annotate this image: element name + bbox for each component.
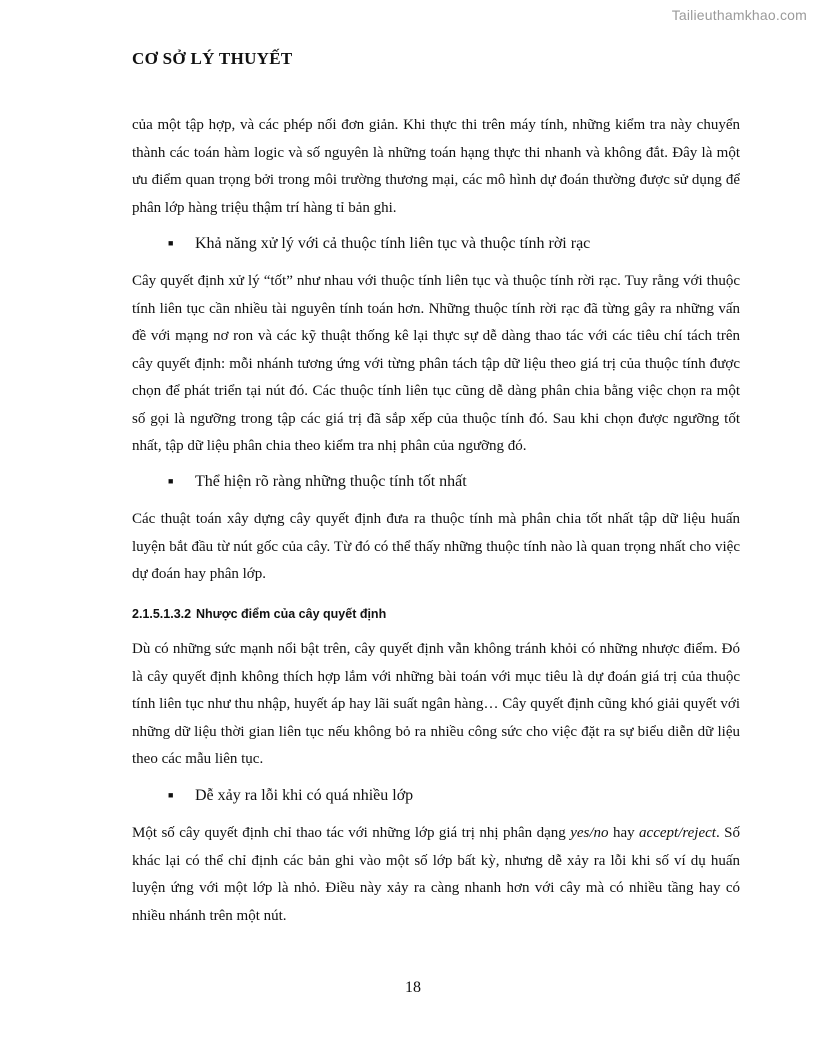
bullet-square-icon: ■ <box>168 476 174 486</box>
bullet-item-continuous-discrete <box>168 231 590 256</box>
bullet-item-best-attributes <box>168 469 467 494</box>
bullet-square-icon: ■ <box>168 790 174 800</box>
paragraph-1: của một tập hợp, và các phép nối đơn giản. Khi thực thi trên máy tính, những kiểm tra này chuyển thành các toán hàm logic và số nguyên là những toán hạng thực thi nhanh và không đắt. Đây là một ưu điểm quan trọng bởi trong môi trường thương mại, các mô hình dự đoán thường được sử dụng để phân lớp hàng triệu thậm trí hàng tỉ bản ghi. <box>132 117 740 216</box>
subheading-number: 2.1.5.1.3.2 <box>132 607 192 621</box>
paragraph-4: Dù có những sức mạnh nổi bật trên, cây quyết định vẫn không tránh khỏi có những nhược điểm. Đó là cây quyết định không thích hợp lắm với những bài toán với mục tiêu là dự đoán giá trị của thuộc tính liên tục như thu nhập, huyết áp hay lãi suất ngân hàng… Cây quyết định cũng khó giải quyết với những dữ liệu thời gian liên tục nếu không bỏ ra nhiều công sức cho việc đặt ra sự biểu diễn dữ liệu theo các mẫu liên tục. <box>132 641 740 767</box>
paragraph-3: Các thuật toán xây dựng cây quyết định đưa ra thuộc tính mà phân chia tốt nhất tập dữ liệu huấn luyện bắt đầu từ nút gốc của cây. Từ đó có thể thấy những thuộc tính nào là quan trọng nhất cho việc dự đoán hay phân lớp. <box>132 511 740 582</box>
paragraph-5 <box>132 820 740 930</box>
text-run: Một số cây quyết định chỉ thao tác với những lớp giá trị nhị phân dạng <box>132 825 571 841</box>
page-number: 18 <box>405 979 421 996</box>
bullet-item-many-classes <box>168 783 413 808</box>
bullet-label: Dễ xảy ra lỗi khi có quá nhiều lớp <box>195 787 414 804</box>
bullet-square-icon: ■ <box>168 238 174 248</box>
italic-yes-no: yes/no <box>570 825 609 841</box>
italic-accept-reject: accept/reject <box>639 825 716 841</box>
bullet-label: Khả năng xử lý với cả thuộc tính liên tục và thuộc tính rời rạc <box>195 235 591 252</box>
paragraph-2: Cây quyết định xử lý “tốt” như nhau với thuộc tính liên tục và thuộc tính rời rạc. Tuy rằng với thuộc tính liên tục cần nhiều tài nguyên tính toán hơn. Những thuộc tính rời rạc đã từng gây ra những vấn đề với mạng nơ ron và các kỹ thuật thống kê lại thực sự dễ dàng thao tác với các tiêu chí tách trên cây quyết định: mỗi nhánh tương ứng với từng phân tách tập dữ liệu theo giá trị của thuộc tính được chọn để phát triển tại nút đó. Các thuộc tính liên tục cũng dễ dàng phân chia bằng việc chọn ra một số gọi là ngưỡng trong tập các giá trị đã sắp xếp của thuộc tính đó. Sau khi chọn được ngưỡng tốt nhất, tập dữ liệu phân chia theo kiểm tra nhị phân của ngưỡng đó. <box>132 273 740 454</box>
subheading-title: Nhược điểm của cây quyết định <box>196 607 387 621</box>
subheading <box>132 607 386 621</box>
watermark: Tailieuthamkhao.com <box>671 7 807 23</box>
section-header: CƠ SỞ LÝ THUYẾT <box>132 49 293 68</box>
text-run: . Số khác lại có thể chỉ định các bản ghi vào một số lớp bất kỳ, nhưng dễ xảy ra lỗi khi số ví dụ huấn luyện ứng với một lớp là nhỏ. Điều này xảy ra càng nhanh hơn với cây mà có nhiều tầng hay có nhiều nhánh trên một nút. <box>132 825 740 924</box>
text-run: hay <box>608 825 640 841</box>
bullet-label: Thể hiện rõ ràng những thuộc tính tốt nhất <box>195 473 467 490</box>
